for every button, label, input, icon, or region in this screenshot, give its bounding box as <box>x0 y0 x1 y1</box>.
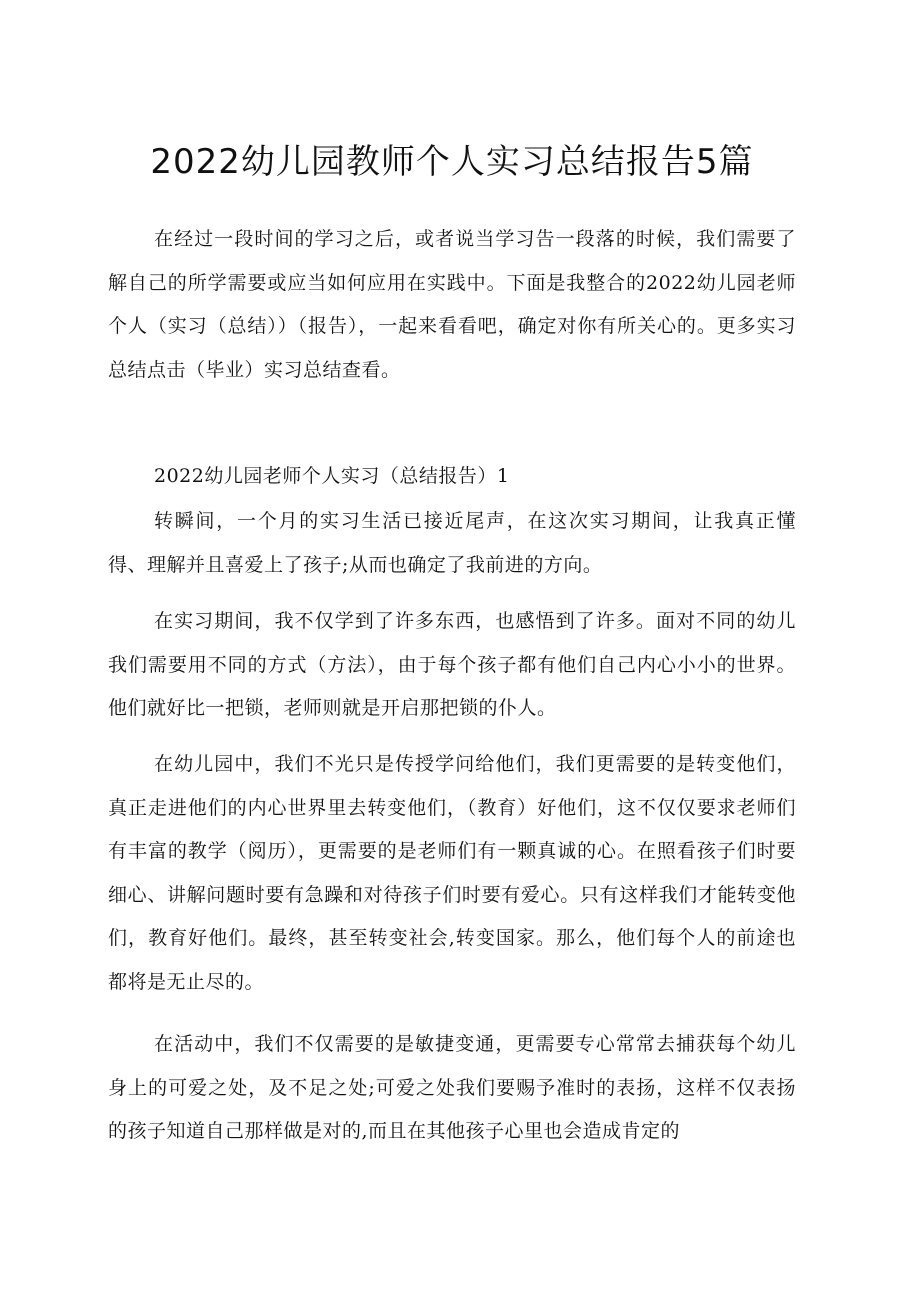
body-paragraph: 在实习期间，我不仅学到了许多东西，也感悟到了许多。面对不同的幼儿我们需要用不同的方式（方法），由于每个孩子都有他们自己内心小小的世界。他们就好比一把锁，老师则就是开启那把锁的仆人。 <box>108 610 796 719</box>
section-heading: 2022幼儿园老师个人实习（总结报告）1 <box>154 465 510 487</box>
body-paragraph: 在幼儿园中，我们不光只是传授学问给他们，我们更需要的是转变他们，真正走进他们的内心世界里去转变他们，（教育）好他们，这不仅仅要求老师们有丰富的教学（阅历），更需要的是老师们有一颗真诚的心。在照看孩子们时要细心、讲解问题时要有急躁和对待孩子们时要有爱心。只有这样我们才能转变他们，教育好他们。最终，甚至转变社会,转变国家。那么，他们每个人的前途也都将是无止尽的。 <box>108 753 796 993</box>
body-paragraph: 转瞬间，一个月的实习生活已接近尾声，在这次实习期间，让我真正懂得、理解并且喜爱上了孩子;从而也确定了我前进的方向。 <box>108 510 796 576</box>
body-paragraph: 在活动中，我们不仅需要的是敏捷变通，更需要专心常常去捕获每个幼儿身上的可爱之处，及不足之处;可爱之处我们要赐予准时的表扬，这样不仅表扬的孩子知道自己那样做是对的,而且在其他孩子心里也会造成肯定的 <box>108 1033 796 1142</box>
intro-paragraph: 在经过一段时间的学习之后，或者说当学习告一段落的时候，我们需要了解自己的所学需要或应当如何应用在实践中。下面是我整合的2022幼儿园老师个人（实习（总结））（报告），一起来看看吧，确定对你有所关心的。更多实习总结点击（毕业）实习总结查看。 <box>108 228 796 381</box>
document-title: 2022幼儿园教师个人实习总结报告5篇 <box>150 142 754 182</box>
